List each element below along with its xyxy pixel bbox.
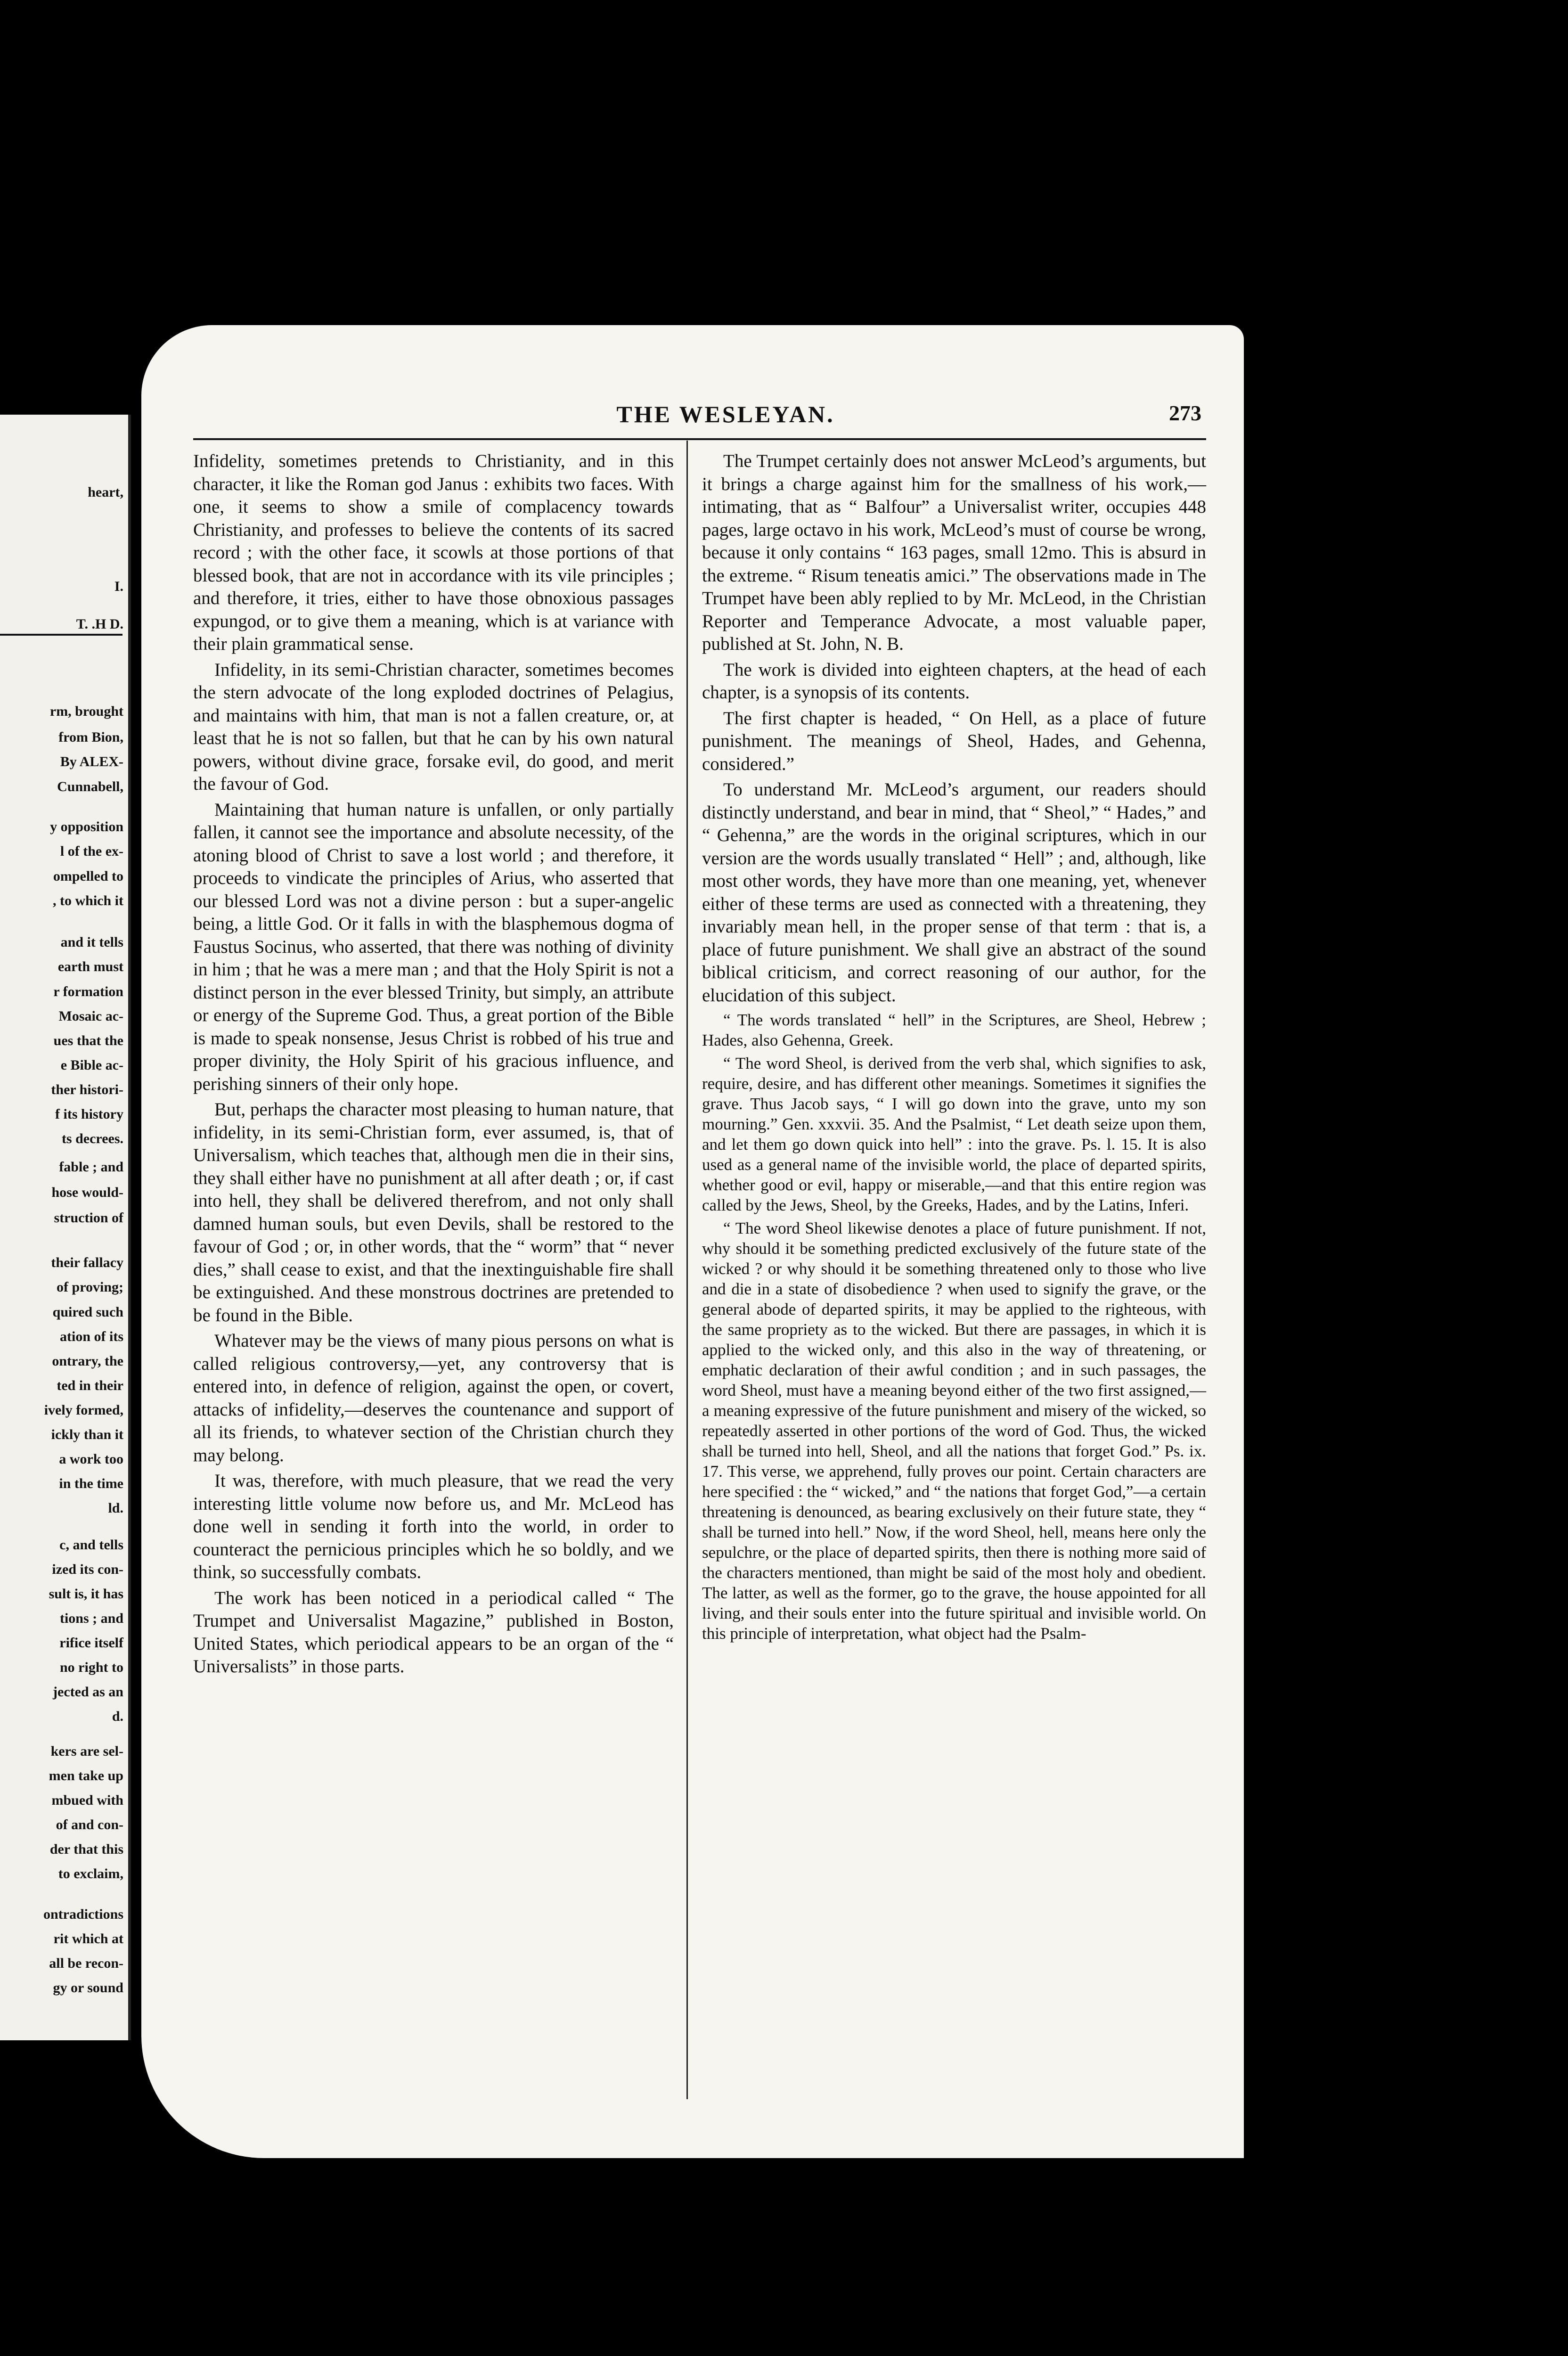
quoted-paragraph: “ The words translated “ hell” in the Scriptures, are Sheol, Hebrew ; Hades, also Gehenna, Greek. [702, 1011, 1206, 1049]
quoted-paragraph: “ The word Sheol likewise denotes a place of future punishment. If not, why should it be something predicted exclusively of the future state of the wicked ? or why should it be something threatened only to those who live and die in a state of disobedience ? when used to signify the grave, or the general abode of departed spirits, it may be applied to the righteous, with the same propriety as to the wicked. But there are passages, in which it is applied to the wicked only, and this also in the way of threatening, or emphatic declaration of their awful condition ; and in such passages, the word Sheol, must have a meaning beyond either of the two first assigned,—a meaning expressive of the future punishment and misery of the wicked, so repeatedly asserted in other portions of the word of God. Thus, the wicked shall be turned into hell, Sheol, and all the nations that forget God.” Ps. ix. 17. This verse, we apprehend, fully proves our point. Certain characters are here specified : the “ wicked,” and “ the nations that forget God,”—a certain threatening is denounced, as bearing exclusively on their future state, they “ shall be turned into hell.” Now, if the word Sheol, hell, means here only the sepulchre, or the place of departed spirits, then there is nothing more said of the characters mentioned, than might be said of the most holy and obedient. The latter, as well as the former, go to the grave, the house appointed for all living, and their souls enter into the future spiritual and invisible world. On this principle of interpretation, what object had the Psalm- [702, 1219, 1206, 1643]
running-header [250, 401, 1201, 429]
left-page-fragment-line: mbued with [51, 1792, 123, 1808]
left-page-fragment-line: y opposition [50, 819, 123, 834]
header-rule [193, 438, 1206, 440]
left-page-fragment-line: struction of [54, 1210, 123, 1226]
left-page-fragment-line: Mosaic ac- [58, 1008, 123, 1024]
left-page-fragment-line: rm, brought [49, 704, 123, 719]
left-page-fragment-line: ues that the [53, 1033, 123, 1048]
left-page-fragment-line: hose would- [51, 1185, 123, 1200]
left-page-fragment-line: rit which at [53, 1931, 123, 1947]
left-page-fragment-line: in the time [59, 1476, 123, 1491]
left-page-fragment-line: ickly than it [51, 1427, 123, 1442]
left-page-fragment-line: heart, [88, 484, 123, 500]
left-column [193, 450, 674, 1681]
paragraph: Whatever may be the views of many pious persons on what is called religious controversy,—yet, any controversy that is entered into, in defence of religion, against the open, or covert, attacks of infidelity,—deserves the countenance and support of all its friends, to whatever section of the Christian church they may belong. [193, 1331, 674, 1465]
left-page-fragment-line: ther histori- [51, 1082, 123, 1097]
left-page-fragment-line: no right to [60, 1660, 123, 1675]
left-page-fragment-line: , to which it [53, 893, 123, 908]
left-page-fragment-line: f its history [55, 1106, 123, 1122]
quoted-paragraph: “ The word Sheol, is derived from the verb shal, which signifies to ask, require, desire, and has different other meanings. Sometimes it signifies the grave. Thus Jacob says, “ I will go down into the grave, unto my son mourning.” Gen. xxxvii. 35. And the Psalmist, “ Let death seize upon them, and let them go down quick into hell” : into the grave. Ps. l. 15. It is also used as a general name of the invisible world, the place of departed spirits, whether good or evil, happy or miserable,—and that this entire region was called by the Jews, Sheol, by the Greeks, Hades, and by the Latins, Inferi. [702, 1054, 1206, 1214]
left-page-fragment-line: T. .H D. [76, 616, 123, 632]
left-page-fragment-line: der that this [49, 1841, 123, 1857]
left-page-fragment-line: quired such [52, 1304, 123, 1320]
left-page-fragment-line: kers are sel- [50, 1743, 123, 1759]
left-page-fragment-line: ively formed, [44, 1402, 123, 1418]
paragraph: Infidelity, sometimes pretends to Christianity, and in this character, it like the Roman god Janus : exhibits two faces. With one, it seems to show a smile of complacency towards Christianity, and professes to believe the contents of its sacred record ; with the other face, it scowls at those portions of that blessed book, that are not in accordance with its vile principles ; and therefore, it tries, either to have those obnoxious passages expungod, or to give them a meaning, which is at variance with their plain grammatical sense. [193, 451, 674, 654]
paragraph: But, perhaps the character most pleasing to human nature, that infidelity, in its semi-Christian form, ever assumed, is, that of Universalism, which teaches that, although men die in their sins, they shall either have no punishment at all after death ; or, if cast into hell, they shall be delivered therefrom, and not only shall damned human souls, but even Devils, shall be restored to the favour of God ; or, in other words, that the “ worm” that “ never dies,” shall cease to exist, and that the inextinguishable fire shall be extinguished. And these monstrous doctrines are pretended to be found in the Bible. [193, 1099, 674, 1325]
paragraph: Maintaining that human nature is unfallen, or only partially fallen, it cannot see the importance and absolute necessity, of the atoning blood of Christ to save a lost world ; and therefore, it proceeds to vindicate the principles of Arius, who asserted that our blessed Lord was not a divine person : but a super-angelic being, a little God. Or it falls in with the blasphemous dogma of Faustus Socinus, who asserted, that there was nothing of divinity in him ; that he was a mere man ; and that the Holy Spirit is not a distinct person in the ever blessed Trinity, but simply, an attribute or energy of the Supreme God. Thus, a great portion of the Bible is made to speak nonsense, Jesus Christ is robbed of his true and proper divinity, the Holy Spirit of his gracious influence, and perishing sinners of their only hope. [193, 799, 674, 1094]
left-page-fragment-line: e Bible ac- [60, 1057, 123, 1073]
left-page-fragment-line: of proving; [57, 1279, 123, 1295]
left-page-fragment-line: their fallacy [51, 1255, 123, 1270]
page [141, 325, 1244, 2158]
left-page-fragment-line: tions ; and [59, 1611, 123, 1626]
left-page-fragment-line: jected as an [53, 1684, 123, 1700]
left-page-fragment-line: I. [114, 579, 123, 594]
left-page-fragment-line: By ALEX- [60, 754, 123, 769]
column-rule [686, 441, 688, 2099]
left-page-fragment-line: ation of its [60, 1329, 123, 1344]
left-page-fragment-line: d. [112, 1709, 123, 1724]
paragraph: Infidelity, in its semi-Christian character, sometimes becomes the stern advocate of the long exploded doctrines of Pelagius, and maintains with him, that man is not a fallen creature, or, at least that he is not so fallen, but that he can by his own natural powers, without divine grace, forsake evil, do good, and merit the favour of God. [193, 659, 674, 794]
left-page-fragment-line: to exclaim, [58, 1866, 123, 1882]
left-page-fragment-line: men take up [49, 1768, 123, 1783]
left-page-fragment-line: ld. [108, 1500, 123, 1516]
left-page-fragment-line: from Bion, [58, 729, 123, 745]
page-number: 273 [1169, 401, 1201, 425]
paragraph: The first chapter is headed, “ On Hell, as a place of future punishment. The meanings of Sheol, Hades, and Gehenna, considered.” [702, 708, 1206, 774]
paragraph: It was, therefore, with much pleasure, that we read the very interesting little volume now before us, and Mr. McLeod has done well in sending it forth into the world, in order to counteract the pernicious principles which he so boldly, and we think, so successfully combats. [193, 1471, 674, 1582]
left-page-fragment-line: Cunnabell, [57, 779, 123, 794]
left-page-rule [0, 634, 122, 636]
paragraph: The work has been noticed in a periodical called “ The Trumpet and Universalist Magazine,” published in Boston, United States, which periodical appears to be an organ of the “ Universalists” in those parts. [193, 1587, 674, 1677]
left-page-fragment-line: fable ; and [59, 1159, 123, 1175]
left-page-fragment-line: all be recon- [49, 1955, 123, 1971]
left-page-fragment-line: sult is, it has [49, 1586, 123, 1602]
paragraph: To understand Mr. McLeod’s argument, our readers should distinctly understand, and bear in mind, that “ Sheol,” “ Hades,” and “ Gehenna,” are the words in the original scriptures, which in our version are the words usually translated “ Hell” ; and, although, like most other words, they have more than one meaning, yet, whenever either of these terms are used as connected with a threatening, they invariably mean hell, in the proper sense of that term : that is, a place of future punishment. We shall give an abstract of the sound biblical criticism, and correct reasoning of our author, for the elucidation of this subject. [702, 779, 1206, 1006]
left-page-fragment-line: ontradictions [43, 1906, 123, 1922]
left-page-fragment-line: ted in their [57, 1378, 123, 1393]
left-page-fragment-line: c, and tells [59, 1537, 123, 1553]
left-page-fragment-line: ized its con- [52, 1562, 123, 1577]
left-page-fragment-line: earth must [57, 959, 123, 974]
left-page-fragment-line: gy or sound [53, 1980, 123, 1996]
running-title: THE WESLEYAN. [616, 401, 835, 427]
left-page-fragment-line: l of the ex- [60, 843, 123, 859]
left-page-fragment-line: rifice itself [59, 1635, 123, 1651]
paragraph: The Trumpet certainly does not answer McLeod’s arguments, but it brings a charge against him for the smallness of his work,—intimating, that as “ Balfour” a Universalist writer, occupies 448 pages, large octavo in his work, McLeod’s must of course be wrong, because it only contains “ 163 pages, small 12mo. This is absurd in the extreme. “ Risum teneatis amici.” The observations made in The Trumpet have been ably replied to by Mr. McLeod, in the Christian Reporter and Temperance Advocate, a most valuable paper, published at St. John, N. B. [702, 451, 1206, 654]
left-page-fragment-line: ompelled to [53, 868, 123, 884]
right-column [702, 450, 1206, 1646]
left-page-fragment-line: a work too [59, 1451, 123, 1467]
paragraph: The work is divided into eighteen chapters, at the head of each chapter, is a synopsis of its contents. [702, 659, 1206, 703]
left-page-fragment-line: ts decrees. [61, 1131, 123, 1146]
left-page-fragment-line: r formation [53, 984, 123, 999]
left-page-fragment-line: ontrary, the [52, 1353, 123, 1369]
left-page-fragment-line: of and con- [56, 1817, 123, 1832]
left-page-fragment [0, 415, 131, 2040]
left-page-fragment-line: and it tells [60, 934, 123, 950]
